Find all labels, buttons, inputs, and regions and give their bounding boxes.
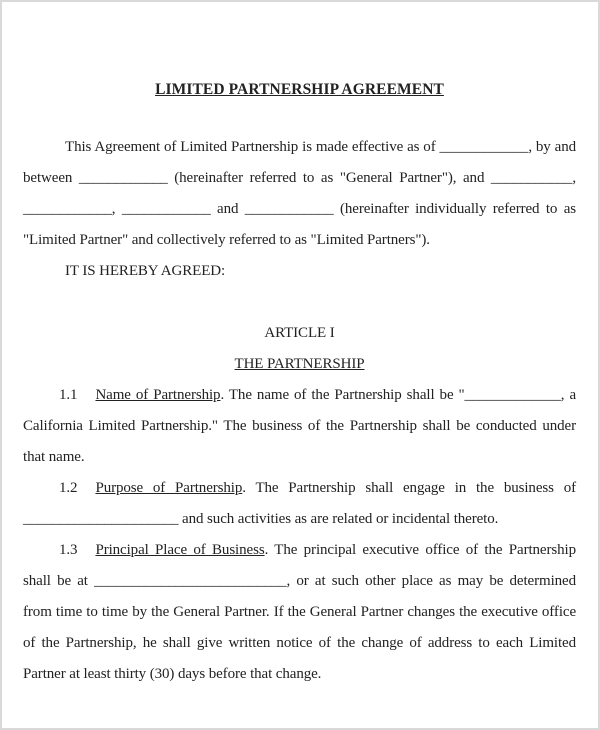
section-1-3-heading: Principal Place of Business bbox=[95, 542, 265, 558]
section-1-2-heading: Purpose of Partnership bbox=[95, 480, 243, 496]
section-1-3-number: 1.3 bbox=[59, 542, 78, 558]
section-1-1-heading: Name of Partnership bbox=[95, 387, 221, 403]
section-1-1 bbox=[23, 380, 576, 473]
intro-paragraph: This Agreement of Limited Partnership is made effective as of ____________, by and between ____________ (hereinafter referred to as "General Partner"), and ___________, ____________, ____________ and ____________ (hereinafter individually referred to as "Limited Partner" and collectively referred to as "Limited Partners"). bbox=[23, 139, 576, 248]
section-1-1-body: . The name of the Partnership shall be "_____________, a California Limited Partnership." The business of the Partnership shall be conducted under that name. bbox=[23, 387, 576, 465]
section-1-2-number: 1.2 bbox=[59, 480, 78, 496]
section-1-1-number: 1.1 bbox=[59, 387, 78, 403]
document-title: LIMITED PARTNERSHIP AGREEMENT bbox=[155, 81, 444, 98]
section-1-3-body: . The principal executive office of the Partnership shall be at __________________________, or at such other place as may be determined from time to time by the General Partner. If the General Partner changes the executive office of the Partnership, he shall give written notice of the change of address to each Limited Partner at least thirty (30) days before that change. bbox=[23, 542, 576, 682]
section-1-3 bbox=[23, 535, 576, 690]
section-1-2-body: . The Partnership shall engage in the business of _____________________ and such activities as are related or incidental thereto. bbox=[23, 480, 576, 527]
article-heading: ARTICLE I bbox=[264, 325, 335, 341]
article-subheading: THE PARTNERSHIP bbox=[234, 356, 365, 372]
agreed-line: IT IS HEREBY AGREED: bbox=[65, 263, 226, 279]
section-1-2 bbox=[23, 473, 576, 535]
